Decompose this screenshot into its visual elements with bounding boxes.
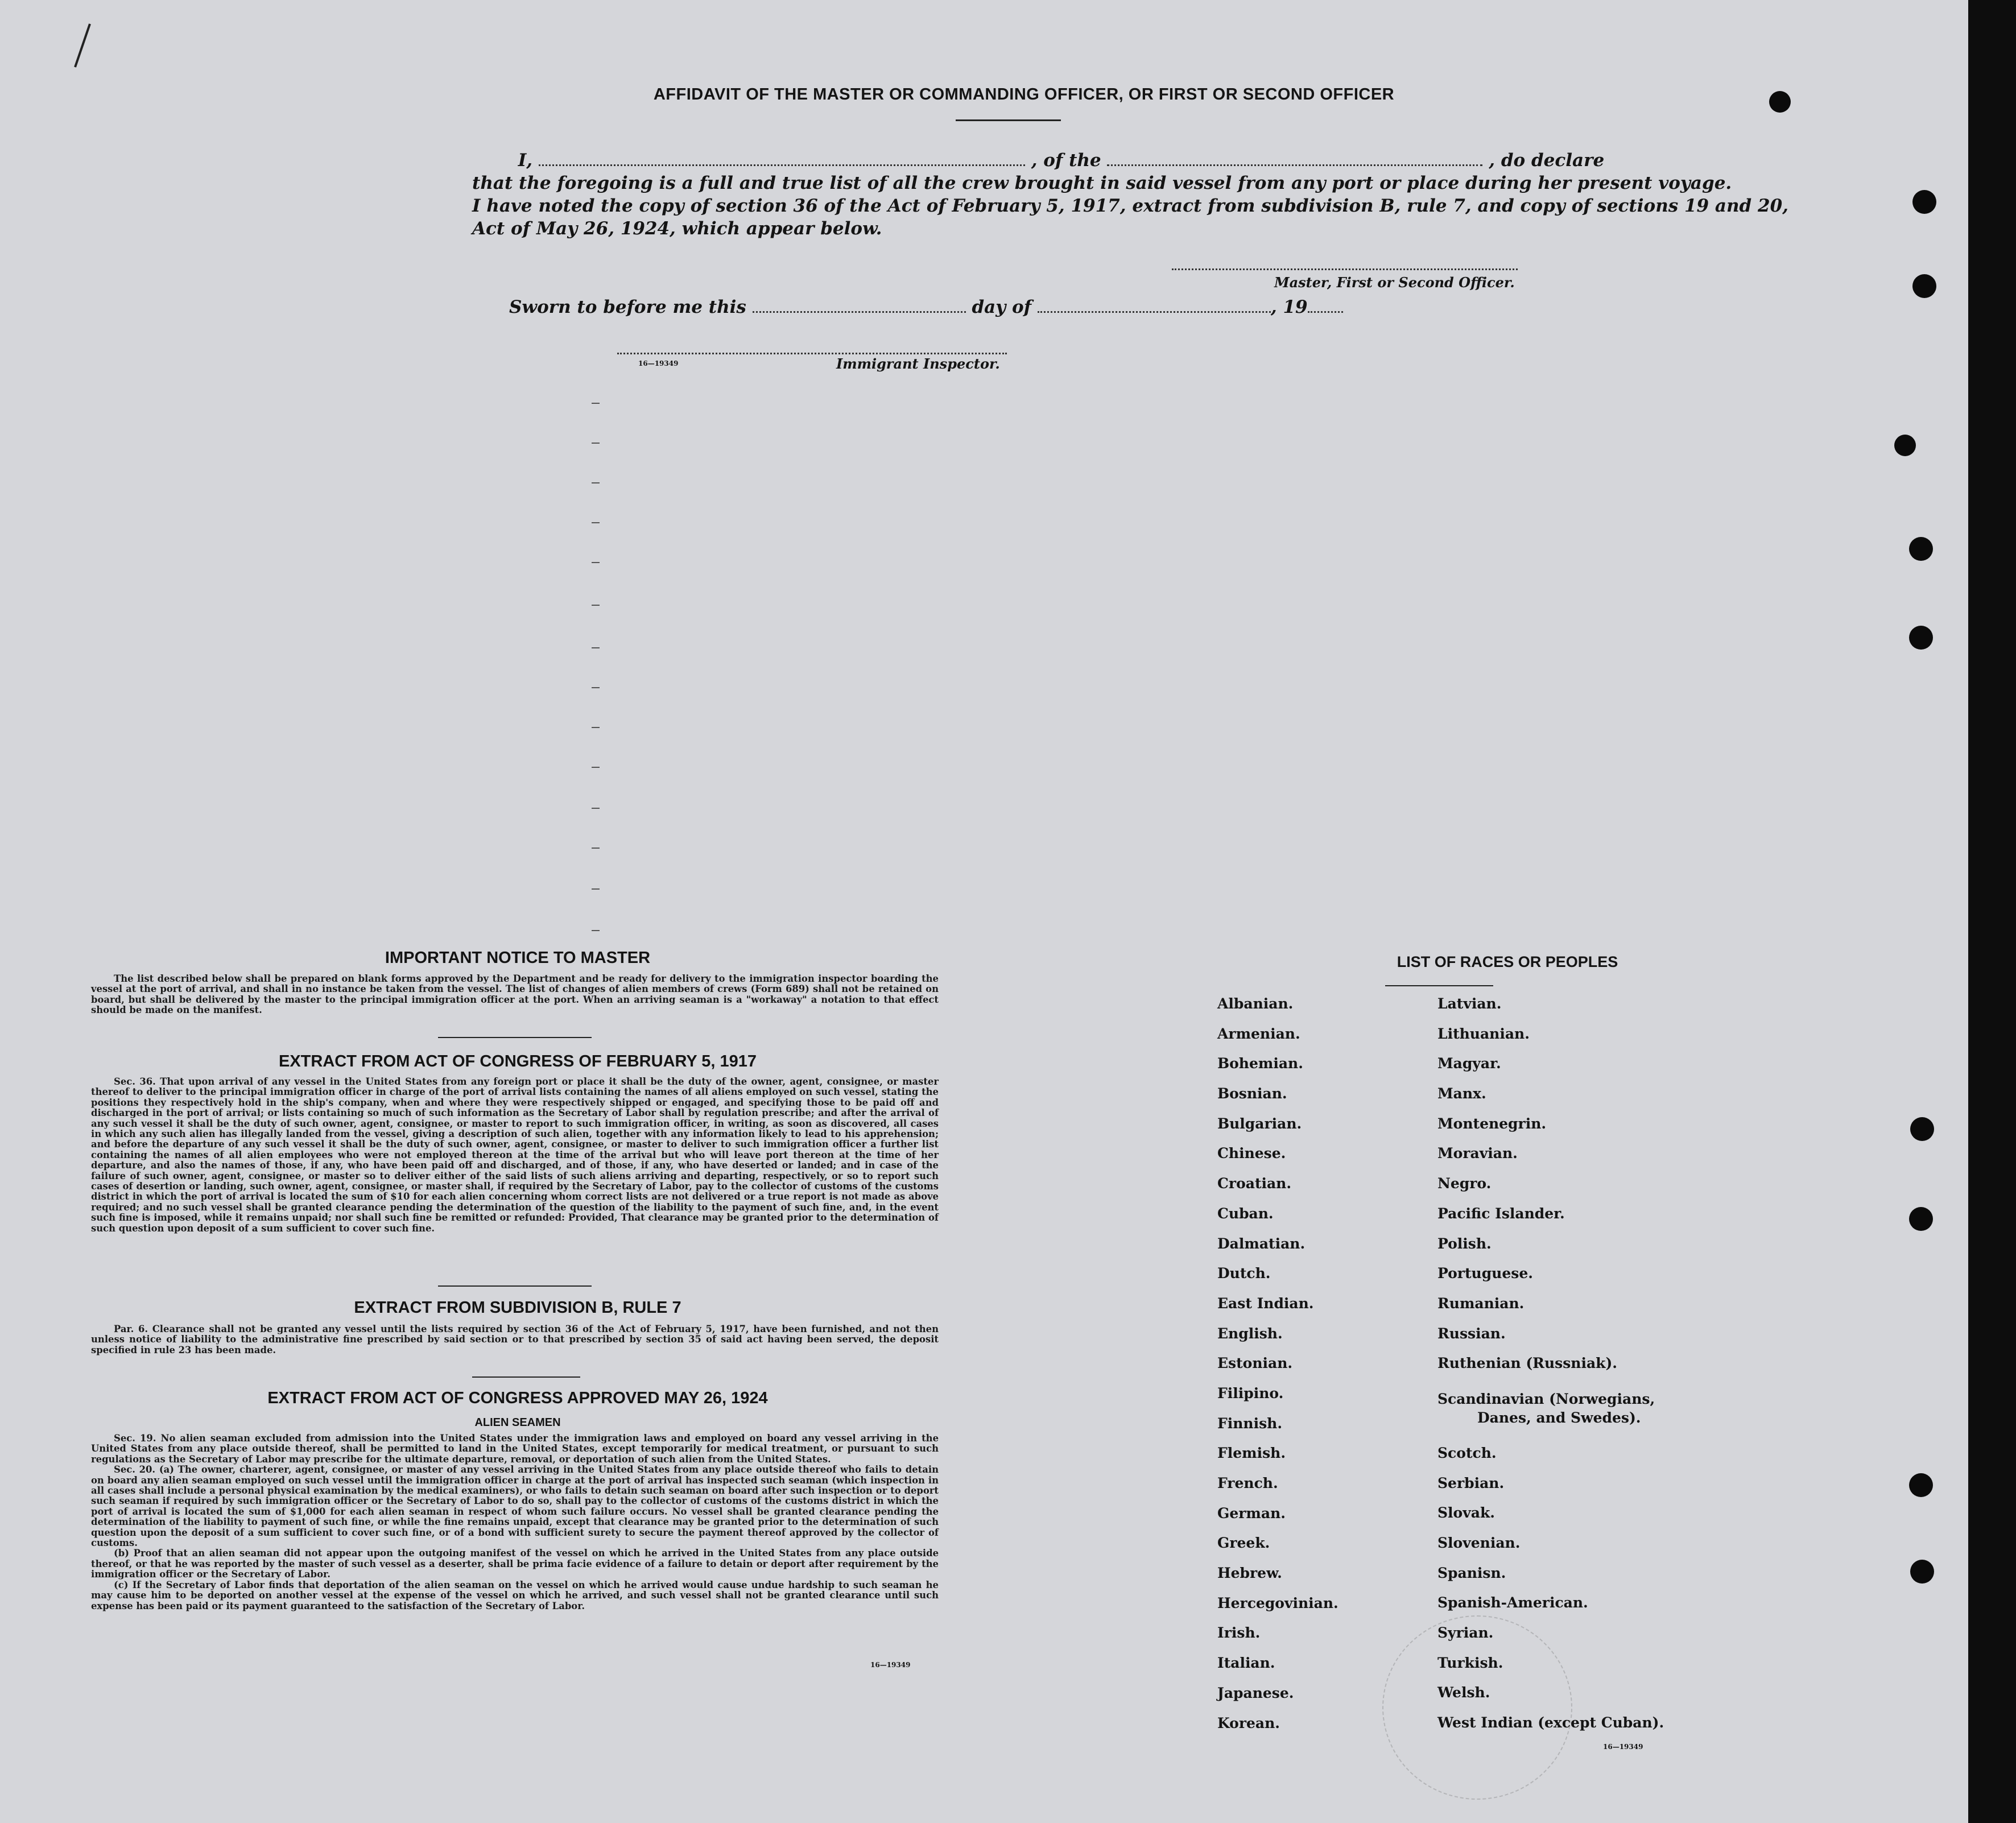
notice-text	[91, 974, 939, 1016]
race-item: Lithuanian.	[1437, 1025, 1530, 1042]
races-left-column	[1217, 995, 1339, 1745]
margin-tick	[592, 848, 600, 849]
race-item: Spanisn.	[1437, 1564, 1506, 1581]
margin-tick	[592, 605, 600, 606]
race-item: Ruthenian (Russniak).	[1437, 1355, 1617, 1372]
of-the-label: , of the	[1031, 150, 1101, 171]
sec20b-paragraph: (b) Proof that an alien seaman did not appear upon the outgoing manifest of the vessel on which he arrived in the United States from any place outside thereof, or that he was reported by the master of such vessel as a deserter, shall be prima facie evidence of a failure to detain or deport after requirement by the immigration officer or the Secretary of Labor.	[91, 1548, 939, 1580]
race-item: Flemish.	[1217, 1445, 1286, 1462]
vessel-field[interactable]	[1107, 152, 1482, 166]
race-item: Hebrew.	[1217, 1565, 1282, 1582]
master-label: Master, First or Second Officer.	[1274, 274, 1515, 291]
race-item: Serbian.	[1437, 1474, 1505, 1491]
race-item: Syrian.	[1437, 1624, 1494, 1642]
affidavit-declaration	[472, 149, 1605, 172]
race-item: Portuguese.	[1437, 1265, 1533, 1282]
race-item: Montenegrin.	[1437, 1115, 1547, 1132]
binder-hole-icon	[1909, 537, 1933, 561]
race-item: Albanian.	[1217, 995, 1294, 1012]
binder-hole-icon	[1894, 435, 1916, 456]
sworn-label: Sworn to before me this	[509, 297, 746, 317]
race-item: Croatian.	[1217, 1175, 1292, 1192]
race-item: Polish.	[1437, 1235, 1492, 1252]
section-rule	[472, 1376, 580, 1378]
do-declare-label: , do declare	[1489, 150, 1605, 171]
race-item: Magyar.	[1437, 1055, 1501, 1072]
race-item: Bohemian.	[1217, 1055, 1303, 1072]
margin-tick	[592, 930, 600, 931]
sec36-paragraph: Sec. 36. That upon arrival of any vessel in the United States from any foreign port or place it shall be the duty of the owner, agent, consignee, or master thereof to deliver to the principal immigration officer in charge of the port of arrival lists containing the names of all aliens employed on such vessel, stating the positions they respectively hold in the ship's company, when and where they were respectively shipped or engaged, and specifying those to be paid off and discharged in the port of arrival; or lists containing so much of such information as the Secretary of Labor shall by regulation prescribe; and after the arrival of any such vessel it shall be the duty of such owner, agent, consignee, or master to report to such immigration officer, in writing, as soon as discovered, all cases in which any such alien has illegally landed from the vessel, giving a description of such alien, together with any information likely to lead to his apprehension; and before the departure of any such vessel it shall be the duty of such owner, agent, consignee, or master to deliver to such immigration officer a further list containing the names of all alien employees who were not employed thereon at the time of the arrival but who will leave port thereon at the time of her departure, and also the names of those, if any, who have been paid off and discharged, and of those, if any, who have deserted or landed; and in case of the failure of such owner, agent, consignee, or master so to deliver either of the said lists of such aliens arriving and departing, respectively, or so to report such cases of desertion or landing, such owner, agent, consignee, or master shall, if required by the Secretary of Labor, pay to the collector of customs of the customs district in which the port of arrival is located the sum of $10 for each alien concerning whom correct lists are not delivered or a true report is not made as above required; and no such vessel shall be granted clearance pending the determination of the question of the liability to the payment of such fine, and, in the event such fine is imposed, while it remains unpaid; nor shall such fine be remitted or refunded: Provided, That clearance may be granted prior to the determination of such question upon deposit of a sum sufficient to cover such fine.	[91, 1076, 939, 1234]
race-item: Rumanian.	[1437, 1295, 1525, 1312]
scan-edge	[1968, 0, 2016, 1823]
race-item: Russian.	[1437, 1325, 1506, 1342]
race-item: Latvian.	[1437, 995, 1502, 1012]
race-item: Pacific Islander.	[1437, 1205, 1565, 1222]
master-signature-line[interactable]	[1172, 268, 1518, 270]
sworn-line	[509, 296, 1306, 319]
margin-tick	[592, 443, 600, 444]
binder-hole-icon	[1910, 1117, 1934, 1141]
race-item: East Indian.	[1217, 1295, 1314, 1312]
notice-paragraph: The list described below shall be prepared on blank forms approved by the Department and be ready for delivery to the immigration inspector boarding the vessel at the port of arrival, and shall in no instance be taken from the vessel. The list of changes of alien members of crews (Form 689) shall not be retained on board, but shall be delivered by the master to the principal immigration officer at the port. When an arriving seaman is a "workaway" a notation to that effect should be made on the manifest.	[91, 973, 939, 1016]
declare-i-label: I,	[518, 150, 533, 171]
margin-tick	[592, 482, 600, 483]
pencil-mark-icon	[67, 23, 96, 68]
race-item: Korean.	[1217, 1714, 1280, 1731]
sec20a-paragraph: Sec. 20. (a) The owner, charterer, agent, consignee, or master of any vessel arriving in the United States from any place outside thereof who fails to detain on board any alien seaman employed on such vessel until the immigration officer in charge at the port of arrival has inspected such seaman (which inspection in all cases shall include a personal physical examination by the medical examiners), or who fails to detain such seaman on board after such inspection or to deport such seaman if required by such immigration officer or the Secretary of Labor to do so, shall pay to the collector of customs of the customs district in which the port of arrival is located the sum of $1,000 for each alien seaman in respect of whom such failure occurs. No vessel shall be granted clearance pending the determination of the liability to payment of such fine, or while the fine remains unpaid, except that clearance may be granted prior to the determination of such question upon the deposit of a sum sufficient to cover such fine, or of a bond with sufficient surety to secure the payment thereof approved by the collector of customs.	[91, 1464, 939, 1549]
name-field[interactable]	[539, 152, 1025, 166]
race-item: Dalmatian.	[1217, 1235, 1306, 1252]
race-item: Moravian.	[1437, 1145, 1518, 1162]
affidavit-title: AFFIDAVIT OF THE MASTER OR COMMANDING OFFICER, OR FIRST OR SECOND OFFICER	[653, 85, 1395, 104]
margin-tick	[592, 403, 600, 404]
race-item: Irish.	[1217, 1624, 1261, 1642]
year-prefix-label: , 19	[1270, 297, 1308, 317]
race-item: West Indian (except Cuban).	[1437, 1714, 1664, 1731]
subdivision-b-text	[91, 1324, 939, 1355]
extract-1917-text	[91, 1077, 939, 1234]
race-item: Armenian.	[1217, 1025, 1300, 1042]
affidavit-line-3: I have noted the copy of section 36 of the Act of February 5, 1917, extract from subdivision B, rule 7, and copy of sections 19 and 20,	[472, 196, 1788, 216]
inspector-label: Immigrant Inspector.	[836, 355, 1000, 372]
subdivision-b-title: EXTRACT FROM SUBDIVISION B, RULE 7	[354, 1299, 681, 1317]
race-item: Bosnian.	[1217, 1085, 1287, 1102]
race-item: Chinese.	[1217, 1145, 1286, 1162]
race-item: French.	[1217, 1475, 1278, 1491]
race-item: Turkish.	[1437, 1654, 1503, 1671]
race-item: Scotch.	[1437, 1444, 1497, 1461]
sec19-paragraph: Sec. 19. No alien seaman excluded from admission into the United States under the immigration laws and employed on board any vessel arriving in the United States from any place outside thereof, shall be permitted to land in the United States, except temporarily for medical treatment, or pursuant to such regulations as the Secretary of Labor may prescribe for the ultimate departure, removal, or deportation of such alien from the United States.	[91, 1433, 939, 1465]
day-of-label: day of	[972, 297, 1032, 317]
sworn-year-field[interactable]	[1308, 299, 1343, 313]
margin-tick	[592, 727, 600, 728]
race-item-line: Danes, and Swedes).	[1477, 1409, 1641, 1426]
race-item: Slovak.	[1437, 1504, 1495, 1522]
race-item: Japanese.	[1217, 1684, 1294, 1701]
extract-1924-title: EXTRACT FROM ACT OF CONGRESS APPROVED MAY 26, 1924	[267, 1389, 768, 1407]
race-item: Negro.	[1437, 1175, 1492, 1192]
form-code: 16—19349	[1603, 1743, 1643, 1751]
race-item: English.	[1217, 1325, 1283, 1342]
race-item-scandinavian	[1437, 1385, 1664, 1445]
section-rule	[438, 1037, 592, 1038]
races-title: LIST OF RACES OR PEOPLES	[1397, 953, 1618, 970]
race-item: Manx.	[1437, 1085, 1486, 1102]
race-item: Cuban.	[1217, 1205, 1274, 1222]
extract-1917-title: EXTRACT FROM ACT OF CONGRESS OF FEBRUARY 5, 1917	[278, 1052, 757, 1070]
race-item: Finnish.	[1217, 1415, 1283, 1432]
race-item: Greek.	[1217, 1535, 1270, 1552]
inspector-signature-line[interactable]	[617, 353, 1007, 354]
title-rule	[956, 119, 1061, 121]
margin-tick	[592, 647, 600, 648]
form-code: 16—19349	[870, 1661, 911, 1669]
binder-hole-icon	[1769, 91, 1791, 113]
rule7-paragraph: Par. 6. Clearance shall not be granted any vessel until the lists required by section 36 of the Act of February 5, 1917, have been furnished, and not then unless notice of liability to the administrative fine prescribed by said section or to that prescribed by section 35 of said act having been served, the deposit specified in rule 23 has been made.	[91, 1324, 939, 1355]
binder-hole-icon	[1909, 626, 1933, 650]
race-item: Filipino.	[1217, 1384, 1284, 1402]
race-item: Hercegovinian.	[1217, 1594, 1339, 1611]
margin-tick	[592, 888, 600, 890]
margin-tick	[592, 522, 600, 523]
binder-hole-icon	[1909, 1207, 1933, 1231]
sec20c-paragraph: (c) If the Secretary of Labor finds that deportation of the alien seaman on the vessel on which he arrived would cause undue hardship to such seaman he may cause him to be deported on another vessel at the expense of the vessel on which he arrived, and such vessel shall not be granted clearance until such expense has been paid or its payment guaranteed to the satisfaction of the Secretary of Labor.	[91, 1579, 939, 1611]
alien-seamen-subtitle: ALIEN SEAMEN	[474, 1416, 561, 1429]
race-item: Estonian.	[1217, 1355, 1293, 1372]
race-item: Slovenian.	[1437, 1535, 1521, 1551]
faded-stamp-icon	[1382, 1615, 1572, 1800]
race-item: Italian.	[1217, 1655, 1275, 1672]
race-item: Spanish-American.	[1437, 1594, 1588, 1611]
section-rule	[438, 1285, 592, 1287]
race-item: Dutch.	[1217, 1265, 1271, 1282]
form-code: 16—19349	[638, 359, 679, 367]
affidavit-line-2: that the foregoing is a full and true list of all the crew brought in said vessel from any port or place during her present voyage.	[472, 173, 1732, 193]
margin-tick	[592, 562, 600, 563]
affidavit-line-4: Act of May 26, 1924, which appear below.	[472, 218, 882, 239]
binder-hole-icon	[1912, 274, 1936, 298]
race-item: Bulgarian.	[1217, 1115, 1302, 1132]
race-item-line: Scandinavian (Norwegians,	[1437, 1390, 1655, 1407]
margin-tick	[592, 808, 600, 809]
sworn-day-field[interactable]	[753, 299, 966, 313]
extract-1924-text	[91, 1433, 939, 1611]
race-item: Welsh.	[1437, 1684, 1490, 1701]
race-item: German.	[1217, 1504, 1286, 1522]
binder-hole-icon	[1912, 190, 1936, 214]
margin-tick	[592, 767, 600, 768]
sworn-month-field[interactable]	[1038, 299, 1271, 313]
margin-tick	[592, 687, 600, 688]
binder-hole-icon	[1910, 1560, 1934, 1584]
binder-hole-icon	[1909, 1473, 1933, 1497]
notice-title: IMPORTANT NOTICE TO MASTER	[385, 949, 651, 967]
races-rule	[1385, 985, 1493, 986]
